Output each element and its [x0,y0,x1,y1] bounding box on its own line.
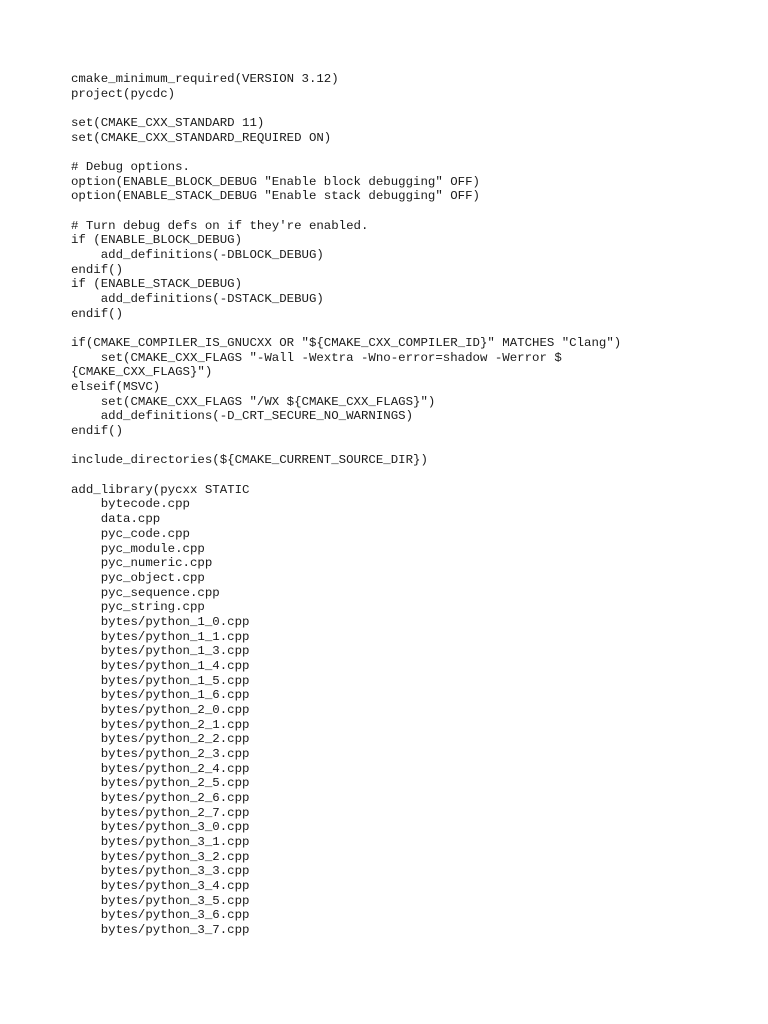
code-line: pyc_sequence.cpp [71,585,220,600]
code-line: if (ENABLE_STACK_DEBUG) [71,277,243,292]
code-line: if(CMAKE_COMPILER_IS_GNUCXX OR "${CMAKE_CXX_COMPILER_ID}" MATCHES "Clang") [71,336,622,351]
code-line: bytes/python_3_1.cpp [71,834,250,849]
code-line: elseif(MSVC) [71,380,161,395]
code-line: bytes/python_2_1.cpp [71,717,250,732]
code-line: project(pycdc) [71,86,176,101]
code-line: set(CMAKE_CXX_STANDARD_REQUIRED ON) [71,130,332,145]
code-line: option(ENABLE_BLOCK_DEBUG "Enable block debugging" OFF) [71,174,480,189]
code-line: bytes/python_3_7.cpp [71,922,250,937]
code-line: include_directories(${CMAKE_CURRENT_SOURCE_DIR}) [71,453,428,468]
code-line: # Debug options. [71,160,190,175]
code-line: option(ENABLE_STACK_DEBUG "Enable stack debugging" OFF) [71,189,480,204]
code-line: pyc_code.cpp [71,526,190,541]
code-line: bytes/python_2_6.cpp [71,790,250,805]
code-line: pyc_object.cpp [71,570,205,585]
code-line: set(CMAKE_CXX_STANDARD 11) [71,116,265,131]
code-line [71,101,751,116]
code-line: bytes/python_1_6.cpp [71,688,250,703]
code-line: {CMAKE_CXX_FLAGS}") [71,365,213,380]
code-line: bytes/python_1_5.cpp [71,673,250,688]
code-line: bytes/python_2_7.cpp [71,805,250,820]
code-line: endif() [71,424,124,439]
code-block [71,72,751,938]
code-line: cmake_minimum_required(VERSION 3.12) [71,72,339,86]
code-line: endif() [71,306,124,321]
code-line [71,468,751,483]
code-line: bytes/python_3_2.cpp [71,849,250,864]
code-line: bytes/python_3_3.cpp [71,864,250,879]
code-line: add_library(pycxx STATIC [71,482,250,497]
code-line [71,439,751,454]
code-line: bytes/python_1_3.cpp [71,644,250,659]
document-page [71,72,751,938]
code-line: bytecode.cpp [71,497,190,512]
code-line: bytes/python_1_4.cpp [71,658,250,673]
code-line: bytes/python_2_3.cpp [71,746,250,761]
code-line: bytes/python_3_6.cpp [71,908,250,923]
code-line: bytes/python_2_2.cpp [71,732,250,747]
code-line: if (ENABLE_BLOCK_DEBUG) [71,233,243,248]
code-line: bytes/python_1_1.cpp [71,629,250,644]
code-line: data.cpp [71,512,161,527]
code-line: set(CMAKE_CXX_FLAGS "-Wall -Wextra -Wno-error=shadow -Werror $ [71,350,562,365]
code-line: bytes/python_3_0.cpp [71,820,250,835]
code-line: pyc_module.cpp [71,541,205,556]
code-line: pyc_numeric.cpp [71,556,213,571]
code-line: bytes/python_3_5.cpp [71,893,250,908]
code-line: bytes/python_1_0.cpp [71,614,250,629]
code-line: bytes/python_2_0.cpp [71,702,250,717]
code-line: add_definitions(-DSTACK_DEBUG) [71,292,324,307]
code-line: bytes/python_2_4.cpp [71,761,250,776]
code-line: bytes/python_3_4.cpp [71,878,250,893]
code-line: add_definitions(-D_CRT_SECURE_NO_WARNINGS) [71,409,414,424]
code-line: set(CMAKE_CXX_FLAGS "/WX ${CMAKE_CXX_FLAGS}") [71,394,436,409]
code-line: add_definitions(-DBLOCK_DEBUG) [71,248,324,263]
code-line: bytes/python_2_5.cpp [71,776,250,791]
code-line: pyc_string.cpp [71,600,205,615]
code-line: # Turn debug defs on if they're enabled. [71,218,369,233]
code-line [71,204,751,219]
code-line [71,145,751,160]
code-line: endif() [71,262,124,277]
code-line [71,321,751,336]
